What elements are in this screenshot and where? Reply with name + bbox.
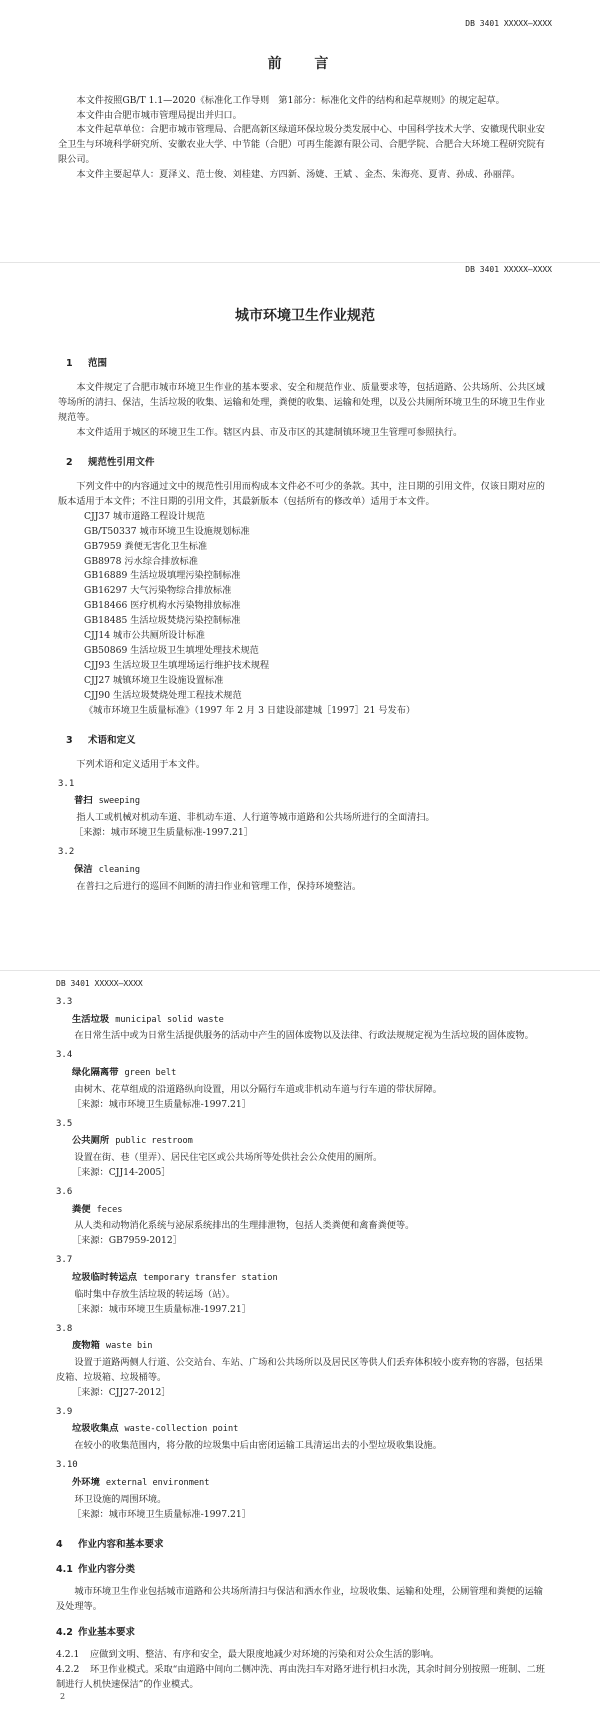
doc-code: DB 3401 XXXXX—XXXX bbox=[465, 19, 552, 28]
section-heading-terms bbox=[66, 733, 552, 748]
scope-paragraph: 本文件适用于城区的环境卫生工作。辖区内县、市及市区的其建制镇环境卫生管理可参照执行。 bbox=[76, 426, 463, 438]
term-number: 3.5 bbox=[56, 1118, 73, 1129]
term-definition: 由树木、花草组成的沿道路纵向设置，用以分隔行车道或非机动车道与行车道的带状屏障。 bbox=[74, 1083, 442, 1095]
clause bbox=[56, 1663, 552, 1693]
foreword-paragraph: 本文件主要起草人：夏泽义、范士俊、刘桂建、方四新、汤婕、王斌 、金杰、朱海亮、夏青、孙成、孙丽萍。 bbox=[76, 169, 521, 181]
term-source: ［来源：GB7959-2012］ bbox=[72, 1235, 182, 1247]
term-en: waste-collection point bbox=[124, 1424, 239, 1435]
section-title: 范围 bbox=[88, 357, 108, 369]
term-source: ［来源：城市环境卫生质量标准-1997.21］ bbox=[74, 827, 253, 839]
term-heading bbox=[72, 1270, 552, 1286]
term-number: 3.6 bbox=[56, 1186, 73, 1197]
section-title: 规范性引用文件 bbox=[88, 456, 155, 468]
term-en: green belt bbox=[124, 1067, 177, 1078]
foreword-page bbox=[0, 0, 600, 262]
term-en: waste bin bbox=[105, 1341, 153, 1352]
term-en: feces bbox=[96, 1204, 123, 1215]
section-heading-work-content bbox=[56, 1537, 552, 1552]
subsection-number: 4.2 bbox=[56, 1627, 73, 1639]
term-heading bbox=[74, 862, 552, 878]
reference-item: CJJ93 生活垃圾卫生填埋场运行维护技术规程 bbox=[84, 659, 270, 671]
references-intro: 下列文件中的内容通过文中的规范性引用而构成本文件必不可少的条款。其中，注日期的引用文件，仅该日期对应的版本适用于本文件；不注日期的引用文件，其最新版本（包括所有的修改单）适用于本文件。 bbox=[58, 481, 545, 507]
term-en: external environment bbox=[105, 1477, 210, 1488]
subsection-text: 城市环境卫生作业包括城市道路和公共场所清扫与保洁和洒水作业，垃圾收集、运输和处理，公厕管理和粪便的运输及处理等。 bbox=[56, 1586, 543, 1613]
term-zh: 废物箱 bbox=[72, 1340, 100, 1352]
scope-paragraph: 本文件规定了合肥市城市环境卫生作业的基本要求、安全和规范作业、质量要求等，包括道路、公共场所、公共区域等场所的清扫、保洁，生活垃圾的收集、运输和处理，粪便的收集、运输和处理，以及公共厕所环境卫生的环境卫生作业规范等。 bbox=[58, 382, 545, 423]
reference-item: GB18485 生活垃圾焚烧污染控制标准 bbox=[84, 615, 241, 627]
term-heading bbox=[72, 1133, 552, 1149]
reference-item: GB16889 生活垃圾填埋污染控制标准 bbox=[84, 570, 241, 582]
section-number: 3 bbox=[66, 734, 73, 746]
reference-item: CJJ90 生活垃圾焚烧处理工程技术规范 bbox=[84, 689, 242, 701]
foreword-paragraph: 本文件由合肥市城市管理局提出并归口。 bbox=[76, 109, 242, 121]
section-title: 作业内容和基本要求 bbox=[78, 1538, 164, 1550]
reference-item: GB8978 污水综合排放标准 bbox=[84, 555, 198, 567]
term-heading bbox=[72, 1202, 552, 1218]
reference-item: GB50869 生活垃圾卫生填埋处理技术规范 bbox=[84, 644, 259, 656]
continuation-page bbox=[0, 970, 600, 1714]
term-zh: 绿化隔离带 bbox=[72, 1066, 119, 1078]
term-zh: 垃圾临时转运点 bbox=[72, 1271, 138, 1283]
term-heading bbox=[72, 1338, 552, 1354]
clause bbox=[56, 1648, 552, 1663]
reference-item: GB16297 大气污染物综合排放标准 bbox=[84, 585, 232, 597]
term-zh: 公共厕所 bbox=[72, 1135, 110, 1147]
term-number: 3.10 bbox=[56, 1460, 78, 1471]
term-number: 3.4 bbox=[56, 1050, 73, 1061]
doc-code: DB 3401 XXXXX—XXXX bbox=[465, 265, 552, 274]
term-definition: 设置在街、巷（里弄）、居民住宅区或公共场所等处供社会公众使用的厕所。 bbox=[74, 1152, 383, 1164]
term-definition: 在较小的收集范围内，将分散的垃圾集中后由密闭运输工具清运出去的小型垃圾收集设施。 bbox=[74, 1440, 442, 1452]
subsection-heading bbox=[56, 1625, 552, 1640]
term-source: ［来源：城市环境卫生质量标准-1997.21］ bbox=[72, 1303, 251, 1315]
reference-item: GB/T50337 城市环境卫生设施规划标准 bbox=[84, 525, 250, 537]
subsection-heading bbox=[56, 1562, 552, 1577]
term-number: 3.8 bbox=[56, 1323, 73, 1334]
term-en: sweeping bbox=[98, 796, 141, 807]
term-source: ［来源：城市环境卫生质量标准-1997.21］ bbox=[72, 1508, 251, 1520]
reference-item: CJJ14 城市公共厕所设计标准 bbox=[84, 630, 205, 642]
term-zh: 垃圾收集点 bbox=[72, 1423, 119, 1435]
term-definition: 设置于道路两侧人行道、公交站台、车站、广场和公共场所以及居民区等供人们丢弃体积较小废弃物的容器，包括果皮箱、垃圾箱、垃圾桶等。 bbox=[56, 1357, 543, 1384]
reference-item: GB7959 粪便无害化卫生标准 bbox=[84, 540, 208, 552]
document-title: 城市环境卫生作业规范 bbox=[235, 307, 375, 324]
term-definition: 指人工或机械对机动车道、非机动车道、人行道等城市道路和公共场所进行的全面清扫。 bbox=[76, 812, 435, 824]
term-number: 3.7 bbox=[56, 1255, 73, 1266]
term-definition: 从人类和动物消化系统与泌尿系统排出的生理排泄物，包括人类粪便和禽畜粪便等。 bbox=[74, 1220, 415, 1232]
section-heading-normative-references bbox=[66, 455, 552, 470]
reference-list bbox=[84, 510, 552, 719]
term-heading bbox=[72, 1065, 552, 1081]
clause-text: 应做到文明、整洁、有序和安全，最大限度地减少对环境的污染和对公众生活的影响。 bbox=[90, 1649, 440, 1661]
doc-code: DB 3401 XXXXX—XXXX bbox=[56, 979, 143, 988]
term-source: ［来源：CJJ14-2005］ bbox=[72, 1167, 171, 1179]
foreword-paragraph: 本文件起草单位：合肥市城市管理局、合肥高新区绿道环保垃圾分类发展中心、中国科学技术大学、安徽现代职业安全卫生与环境科学研究所、安徽农业大学、中节能（合肥）可再生能源有限公司、合肥学院、合肥合大环境工程研究院有限公司。 bbox=[58, 124, 545, 166]
page-number: 2 bbox=[60, 1692, 66, 1702]
subsection-title: 作业基本要求 bbox=[78, 1627, 136, 1639]
term-source: ［来源：CJJ27-2012］ bbox=[72, 1386, 171, 1398]
term-en: public restroom bbox=[115, 1136, 193, 1147]
term-zh: 保洁 bbox=[74, 863, 93, 875]
reference-item: CJJ27 城镇环境卫生设施设置标准 bbox=[84, 674, 224, 686]
clause-number: 4.2.1 bbox=[56, 1649, 80, 1661]
foreword-title: 前 言 bbox=[267, 55, 343, 72]
terms-intro: 下列术语和定义适用于本文件。 bbox=[76, 758, 206, 770]
main-page bbox=[0, 262, 600, 970]
subsection-title: 作业内容分类 bbox=[78, 1563, 136, 1575]
term-zh: 普扫 bbox=[74, 795, 93, 807]
term-number: 3.3 bbox=[56, 996, 73, 1007]
term-zh: 生活垃圾 bbox=[72, 1013, 110, 1025]
term-source: ［来源：城市环境卫生质量标准-1997.21］ bbox=[72, 1098, 251, 1110]
section-title: 术语和定义 bbox=[88, 734, 136, 746]
reference-item: CJJ37 城市道路工程设计规范 bbox=[84, 510, 205, 522]
term-number: 3.2 bbox=[58, 847, 75, 858]
foreword-paragraph: 本文件按照GB/T 1.1—2020《标准化工作导则 第1部分：标准化文件的结构和起草规则》的规定起草。 bbox=[76, 94, 505, 106]
term-zh: 外环境 bbox=[72, 1476, 100, 1488]
term-heading bbox=[72, 1012, 552, 1028]
term-en: temporary transfer station bbox=[143, 1272, 278, 1283]
reference-item: 《城市环境卫生质量标准》（1997 年 2 月 3 日建设部建城［1997］21 号发布） bbox=[84, 704, 416, 716]
subsection-number: 4.1 bbox=[56, 1563, 73, 1575]
term-heading bbox=[72, 1421, 552, 1437]
term-definition: 在普扫之后进行的巡回不间断的清扫作业和管理工作，保持环境整洁。 bbox=[76, 880, 362, 892]
term-definition: 环卫设施的周围环境。 bbox=[74, 1493, 167, 1505]
section-heading-scope bbox=[66, 356, 552, 371]
term-en: municipal solid waste bbox=[115, 1014, 224, 1025]
term-en: cleaning bbox=[98, 864, 141, 875]
reference-item: GB18466 医疗机构水污染物排放标准 bbox=[84, 600, 241, 612]
term-definition: 在日常生活中或为日常生活提供服务的活动中产生的固体废物以及法律、行政法规规定视为生活垃圾的固体废物。 bbox=[74, 1030, 534, 1042]
section-number: 4 bbox=[56, 1538, 63, 1550]
term-heading bbox=[74, 793, 552, 809]
section-number: 2 bbox=[66, 456, 73, 468]
clause-number: 4.2.2 bbox=[56, 1664, 80, 1676]
term-zh: 粪便 bbox=[72, 1203, 91, 1215]
term-definition: 临时集中存放生活垃圾的转运场（站）。 bbox=[74, 1288, 236, 1300]
clause-text: 环卫作业模式。采取“由道路中间向二侧冲洗、再由洗扫车对路牙进行机扫水洗，其余时间分别按照一班制、二班制进行人机快速保洁”的作业模式。 bbox=[56, 1664, 545, 1691]
term-number: 3.1 bbox=[58, 778, 75, 789]
term-heading bbox=[72, 1475, 552, 1491]
section-number: 1 bbox=[66, 357, 73, 369]
term-number: 3.9 bbox=[56, 1406, 73, 1417]
